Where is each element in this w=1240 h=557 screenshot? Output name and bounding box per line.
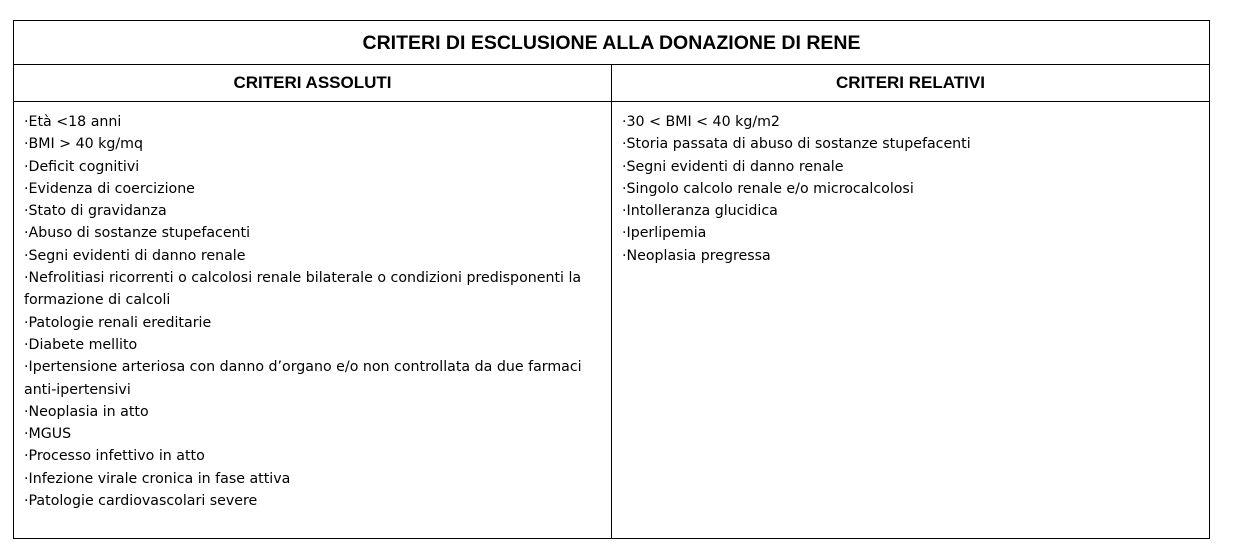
list-item: · Singolo calcolo renale e/o microcalcolosi: [622, 178, 1199, 200]
list-item: · Intolleranza glucidica: [622, 200, 1199, 222]
relative-criteria-list: [612, 102, 1209, 267]
list-item: · Patologie renali ereditarie: [24, 312, 601, 334]
list-item: · Infezione virale cronica in fase attiva: [24, 468, 601, 490]
list-item: · Evidenza di coercizione: [24, 178, 601, 200]
list-item: · Iperlipemia: [622, 222, 1199, 244]
criteria-table: [13, 20, 1210, 539]
relative-criteria-header: CRITERI RELATIVI: [612, 65, 1209, 102]
list-item: · Processo infettivo in atto: [24, 445, 601, 467]
list-item: · BMI > 40 kg/mq: [24, 133, 601, 155]
absolute-criteria-header: CRITERI ASSOLUTI: [14, 65, 611, 102]
list-item: · Nefrolitiasi ricorrenti o calcolosi renale bilaterale o condizioni predisponenti la formazione di calcoli: [24, 267, 601, 312]
relative-criteria-column: [612, 65, 1209, 538]
list-item: · Neoplasia in atto: [24, 401, 601, 423]
list-item: · Patologie cardiovascolari severe: [24, 490, 601, 512]
list-item: · Segni evidenti di danno renale: [622, 156, 1199, 178]
table-title: CRITERI DI ESCLUSIONE ALLA DONAZIONE DI RENE: [14, 21, 1209, 65]
list-item: · MGUS: [24, 423, 601, 445]
list-item: · Diabete mellito: [24, 334, 601, 356]
columns: [14, 65, 1209, 538]
list-item: · Storia passata di abuso di sostanze stupefacenti: [622, 133, 1199, 155]
list-item: · Segni evidenti di danno renale: [24, 245, 601, 267]
absolute-criteria-list: [14, 102, 611, 512]
absolute-criteria-column: [14, 65, 612, 538]
list-item: · Deficit cognitivi: [24, 156, 601, 178]
list-item: · 30 < BMI < 40 kg/m2: [622, 111, 1199, 133]
list-item: · Età <18 anni: [24, 111, 601, 133]
list-item: · Ipertensione arteriosa con danno d’organo e/o non controllata da due farmaci anti-ipertensivi: [24, 356, 601, 401]
list-item: · Stato di gravidanza: [24, 200, 601, 222]
list-item: · Neoplasia pregressa: [622, 245, 1199, 267]
list-item: · Abuso di sostanze stupefacenti: [24, 222, 601, 244]
